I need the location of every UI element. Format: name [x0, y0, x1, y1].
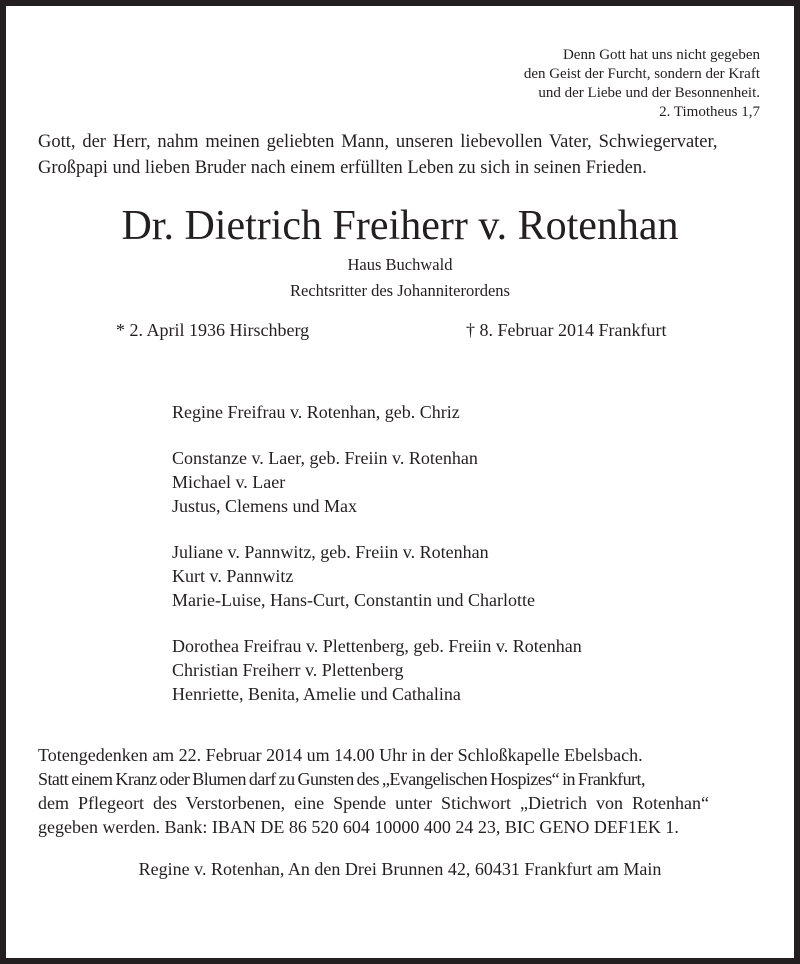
mourner-name: Kurt v. Pannwitz: [172, 566, 294, 586]
mourner-group: [172, 446, 582, 518]
notice-line: gegeben werden. Bank: IBAN DE 86 520 604 10000 400 24 23, BIC GENO DEF1EK 1.: [38, 817, 679, 837]
mourners-list: [172, 400, 582, 728]
intro-line: Gott, der Herr, nahm meinen geliebten Mann, unseren liebevollen Vater, Schwiegervater,: [38, 132, 718, 152]
deceased-name: Dr. Dietrich Freiherr v. Rotenhan: [121, 203, 679, 249]
mourner-name: Constanze v. Laer, geb. Freiin v. Rotenhan: [172, 448, 478, 468]
deceased-title: Rechtsritter des Johanniterordens: [290, 281, 510, 300]
death-date: † 8. Februar 2014 Frankfurt: [466, 320, 667, 340]
verse-line: und der Liebe und der Besonnenheit.: [538, 85, 760, 101]
mourner-name: Juliane v. Pannwitz, geb. Freiin v. Rotenhan: [172, 542, 489, 562]
intro-line: Großpapi und lieben Bruder nach einem erfüllten Leben zu sich in seinen Frieden.: [38, 158, 647, 178]
mourner-name: Michael v. Laer: [172, 472, 286, 492]
mourner-name: Marie-Luise, Hans-Curt, Constantin und Charlotte: [172, 590, 535, 610]
verse-line: den Geist der Furcht, sondern der Kraft: [523, 66, 760, 82]
memorial-notice: [38, 743, 709, 839]
notice-line: Statt einem Kranz oder Blumen darf zu Gunsten des „Evangelischen Hospizes“ in Frankfurt,: [38, 769, 645, 789]
mourner-group: [172, 634, 582, 706]
bible-verse: [524, 46, 760, 122]
mourner-group: [172, 400, 582, 424]
birth-date: * 2. April 1936 Hirschberg: [116, 320, 310, 340]
mourner-name: Dorothea Freifrau v. Plettenberg, geb. Freiin v. Rotenhan: [172, 636, 582, 656]
verse-line: Denn Gott hat uns nicht gegeben: [562, 47, 760, 63]
mourner-name: Christian Freiherr v. Plettenberg: [172, 660, 404, 680]
mourner-name: Justus, Clemens und Max: [172, 496, 358, 516]
deceased-house: Haus Buchwald: [347, 255, 453, 274]
intro-text: [38, 129, 762, 181]
verse-reference: 2. Timotheus 1,7: [659, 104, 760, 120]
notice-line: Totengedenken am 22. Februar 2014 um 14.00 Uhr in der Schloßkapelle Ebelsbach.: [38, 745, 643, 765]
notice-line: dem Pflegeort des Verstorbenen, eine Spende unter Stichwort „Dietrich von Rotenhan“: [38, 793, 709, 813]
mourner-group: [172, 540, 582, 612]
contact-address: Regine v. Rotenhan, An den Drei Brunnen 42, 60431 Frankfurt am Main: [138, 859, 662, 879]
mourner-name: Regine Freifrau v. Rotenhan, geb. Chriz: [172, 402, 460, 422]
mourner-name: Henriette, Benita, Amelie und Cathalina: [172, 684, 461, 704]
